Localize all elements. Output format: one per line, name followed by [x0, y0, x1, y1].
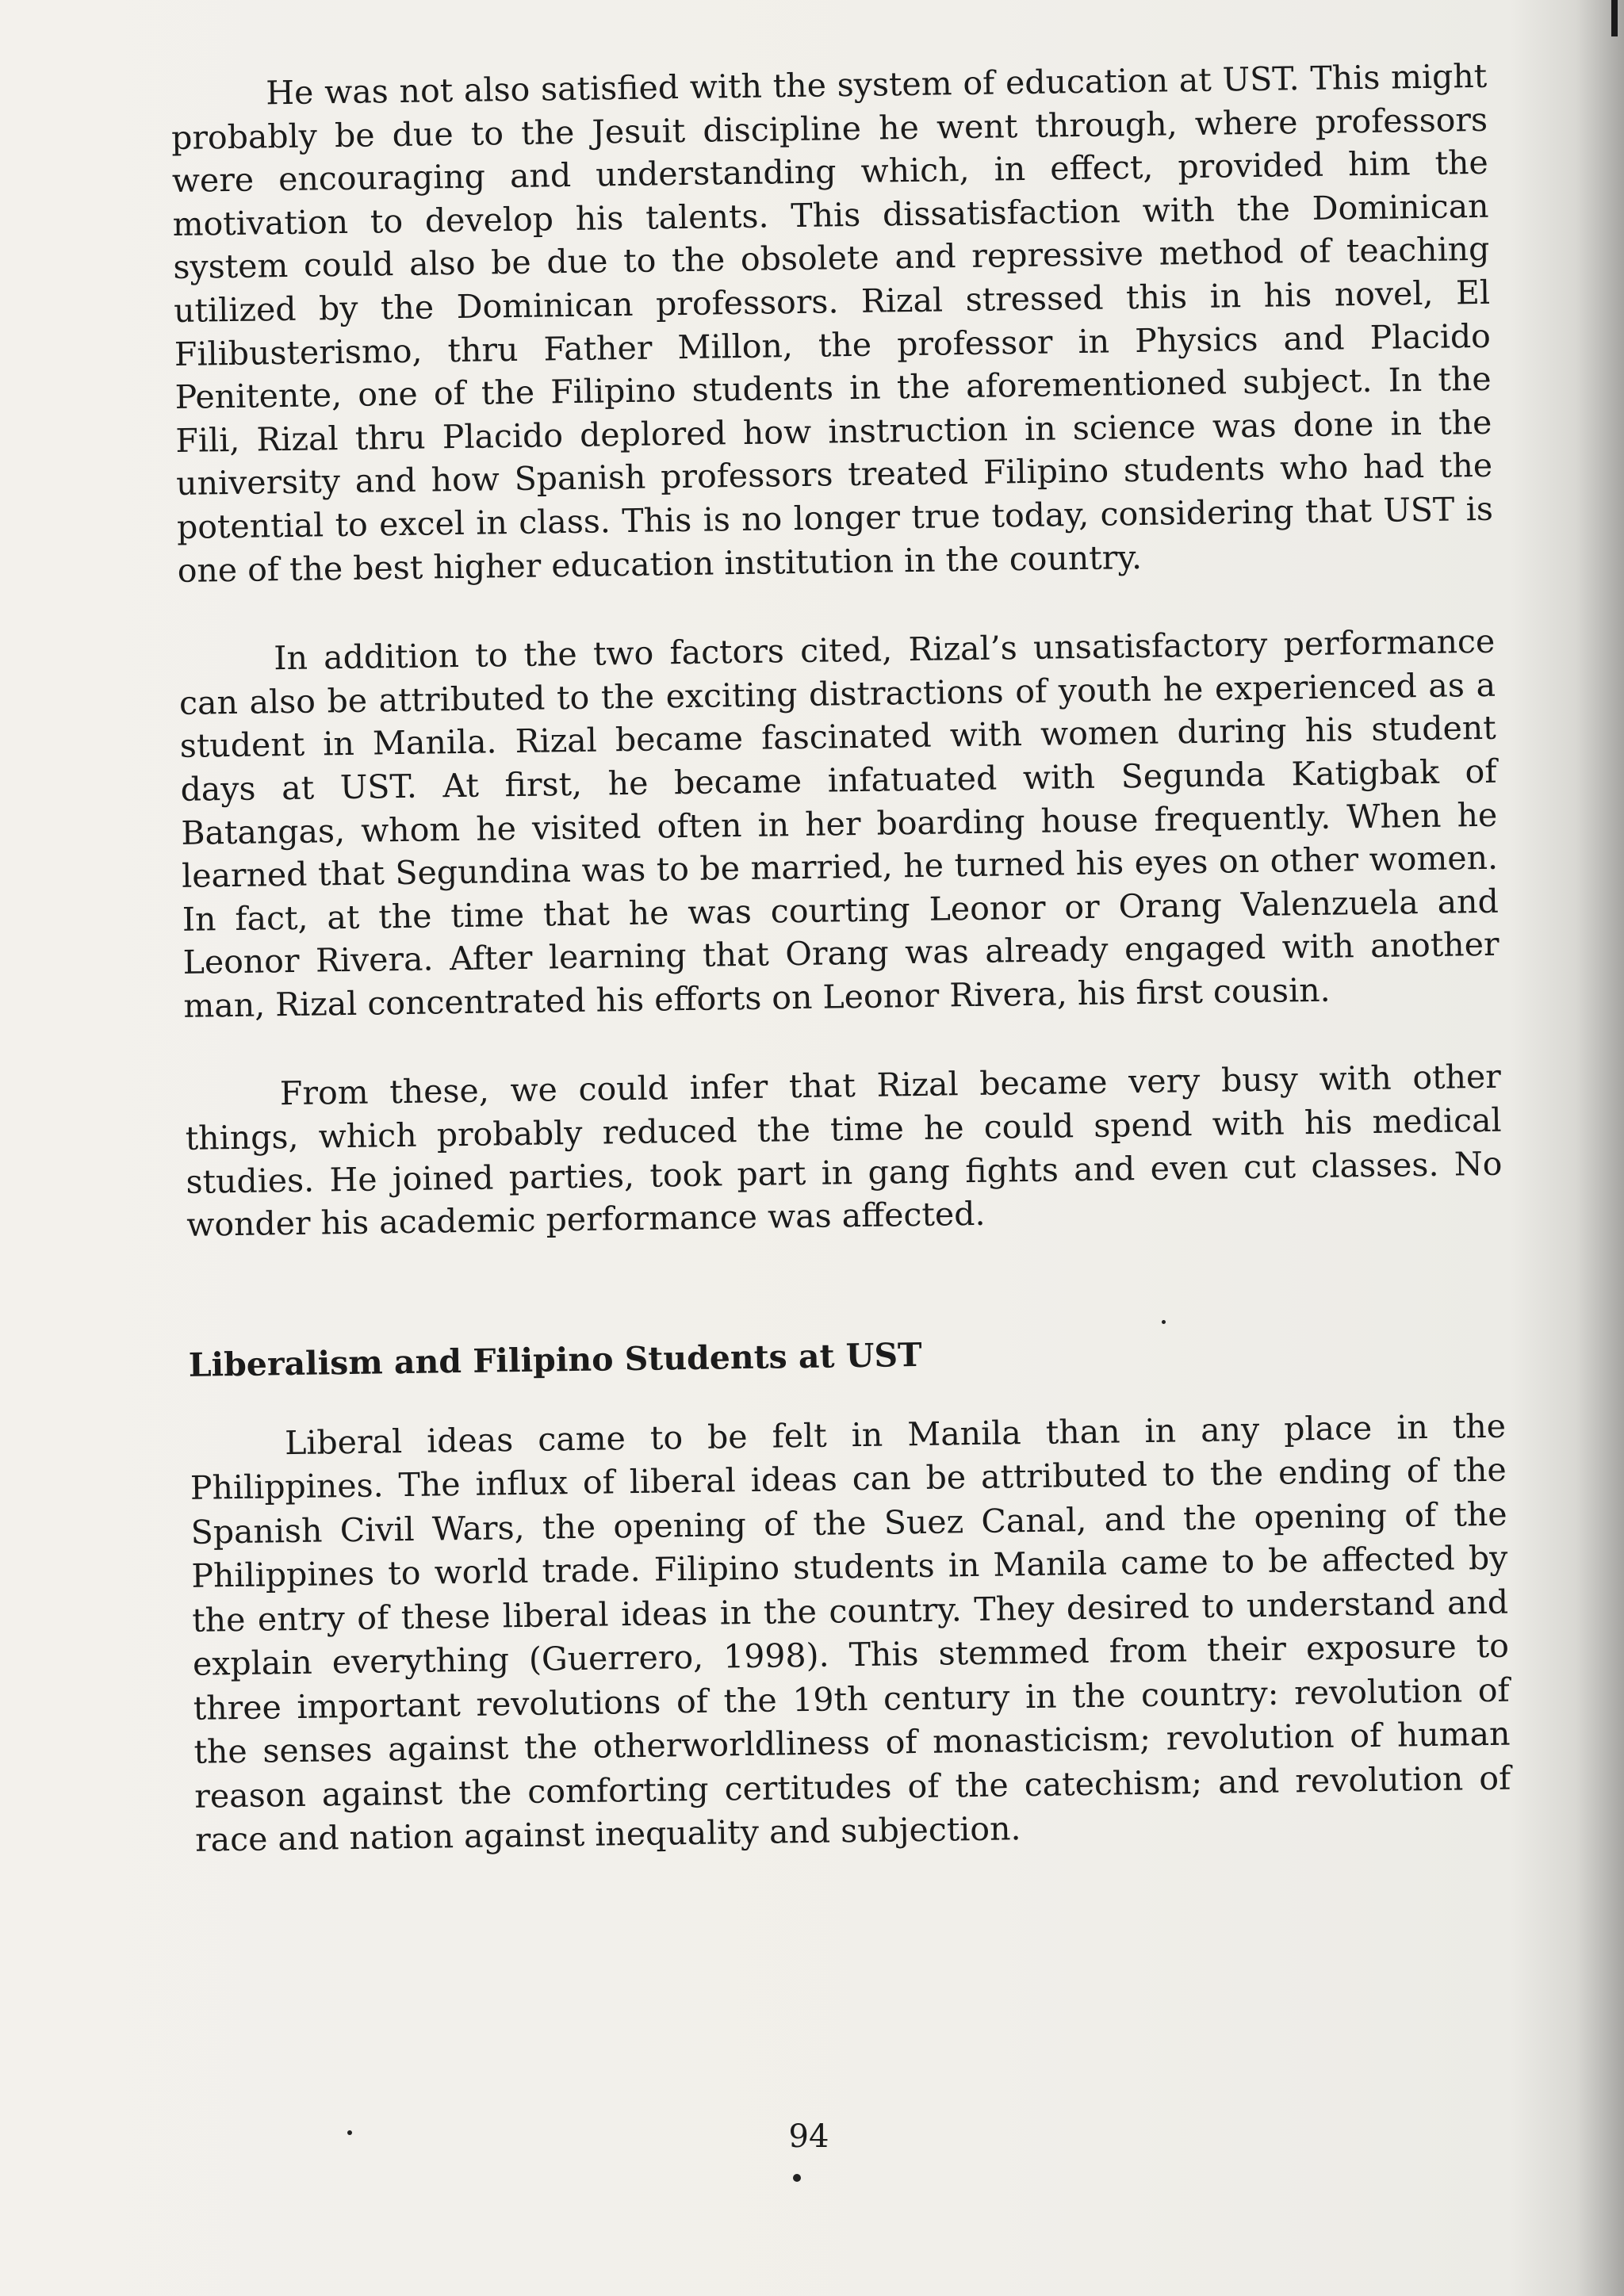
paragraph-education-dissatisfaction: He was not also satisfied with the system of education at UST. This might probably be due to the Jesuit discipline he went through, where professors were encouraging and understanding which, in effect, provided him the motivation to develop his talents. This dissatisfaction with the Dominican system could also be due to the obsolete and repressive method of teaching utilized by the Dominican professors. Rizal stressed this in his novel, El Filibusterismo, thru Father Millon, the professor in Physics and Placido Penitente, one of the Filipino students in the aforementioned subject. In the Fili, Rizal thru Placido deplored how instruction in science was done in the university and how Spanish professors treated Filipino students who had the potential to excel in class. This is no longer true today, considering that UST is one of the best higher education institution in the country.	[170, 56, 1494, 590]
corner-mark	[1611, 0, 1618, 36]
page-body	[170, 55, 1511, 1863]
paragraph-distractions-of-youth: In addition to the two factors cited, Rizal’s unsatisfactory performance can also be attributed to the exciting distractions of youth he experienced as a student in Manila. Rizal became fascinated with women during his student days at UST. At first, he became infatuated with Segunda Katigbak of Batangas, whom he visited often in her boarding house frequently. When he learned that Segundina was to be married, he turned his eyes on other women. In fact, at the time that he was courting Leonor or Orang Valenzuela and Leonor Rivera. After learning that Orang was already engaged with another man, Rizal concentrated his efforts on Leonor Rivera, his first cousin.	[178, 622, 1500, 1025]
binding-shadow	[1576, 0, 1624, 2296]
section-heading: Liberalism and Filipino Students at UST	[188, 1335, 922, 1384]
ink-speck	[1162, 1320, 1166, 1324]
paragraph-academic-performance: From these, we could infer that Rizal became very busy with other things, which probably reduced the time he could spend with his medical studies. He joined parties, took part in gang fights and even cut classes. No wonder his academic performance was affected.	[185, 1058, 1503, 1245]
ink-speck	[793, 2174, 801, 2182]
page-number: 94	[788, 2118, 829, 2155]
ink-speck	[347, 2130, 352, 2135]
paragraph-liberal-ideas: Liberal ideas came to be felt in Manila than in any place in the Philippines. The influx of liberal ideas can be attributed to the ending of the Spanish Civil Wars, the opening of the Suez Canal, and the opening of the Philippines to world trade. Filipino students in Manila came to be affected by the entry of these liberal ideas in the country. They desired to understand and explain everything (Guerrero, 1998). This stemmed from their exposure to three important revolutions of the 19th century in the country: revolution of the senses against the otherworldliness of monasticism; revolution of human reason against the comforting certitudes of the catechism; and revolution of race and nation against inequality and subjection.	[190, 1406, 1511, 1860]
